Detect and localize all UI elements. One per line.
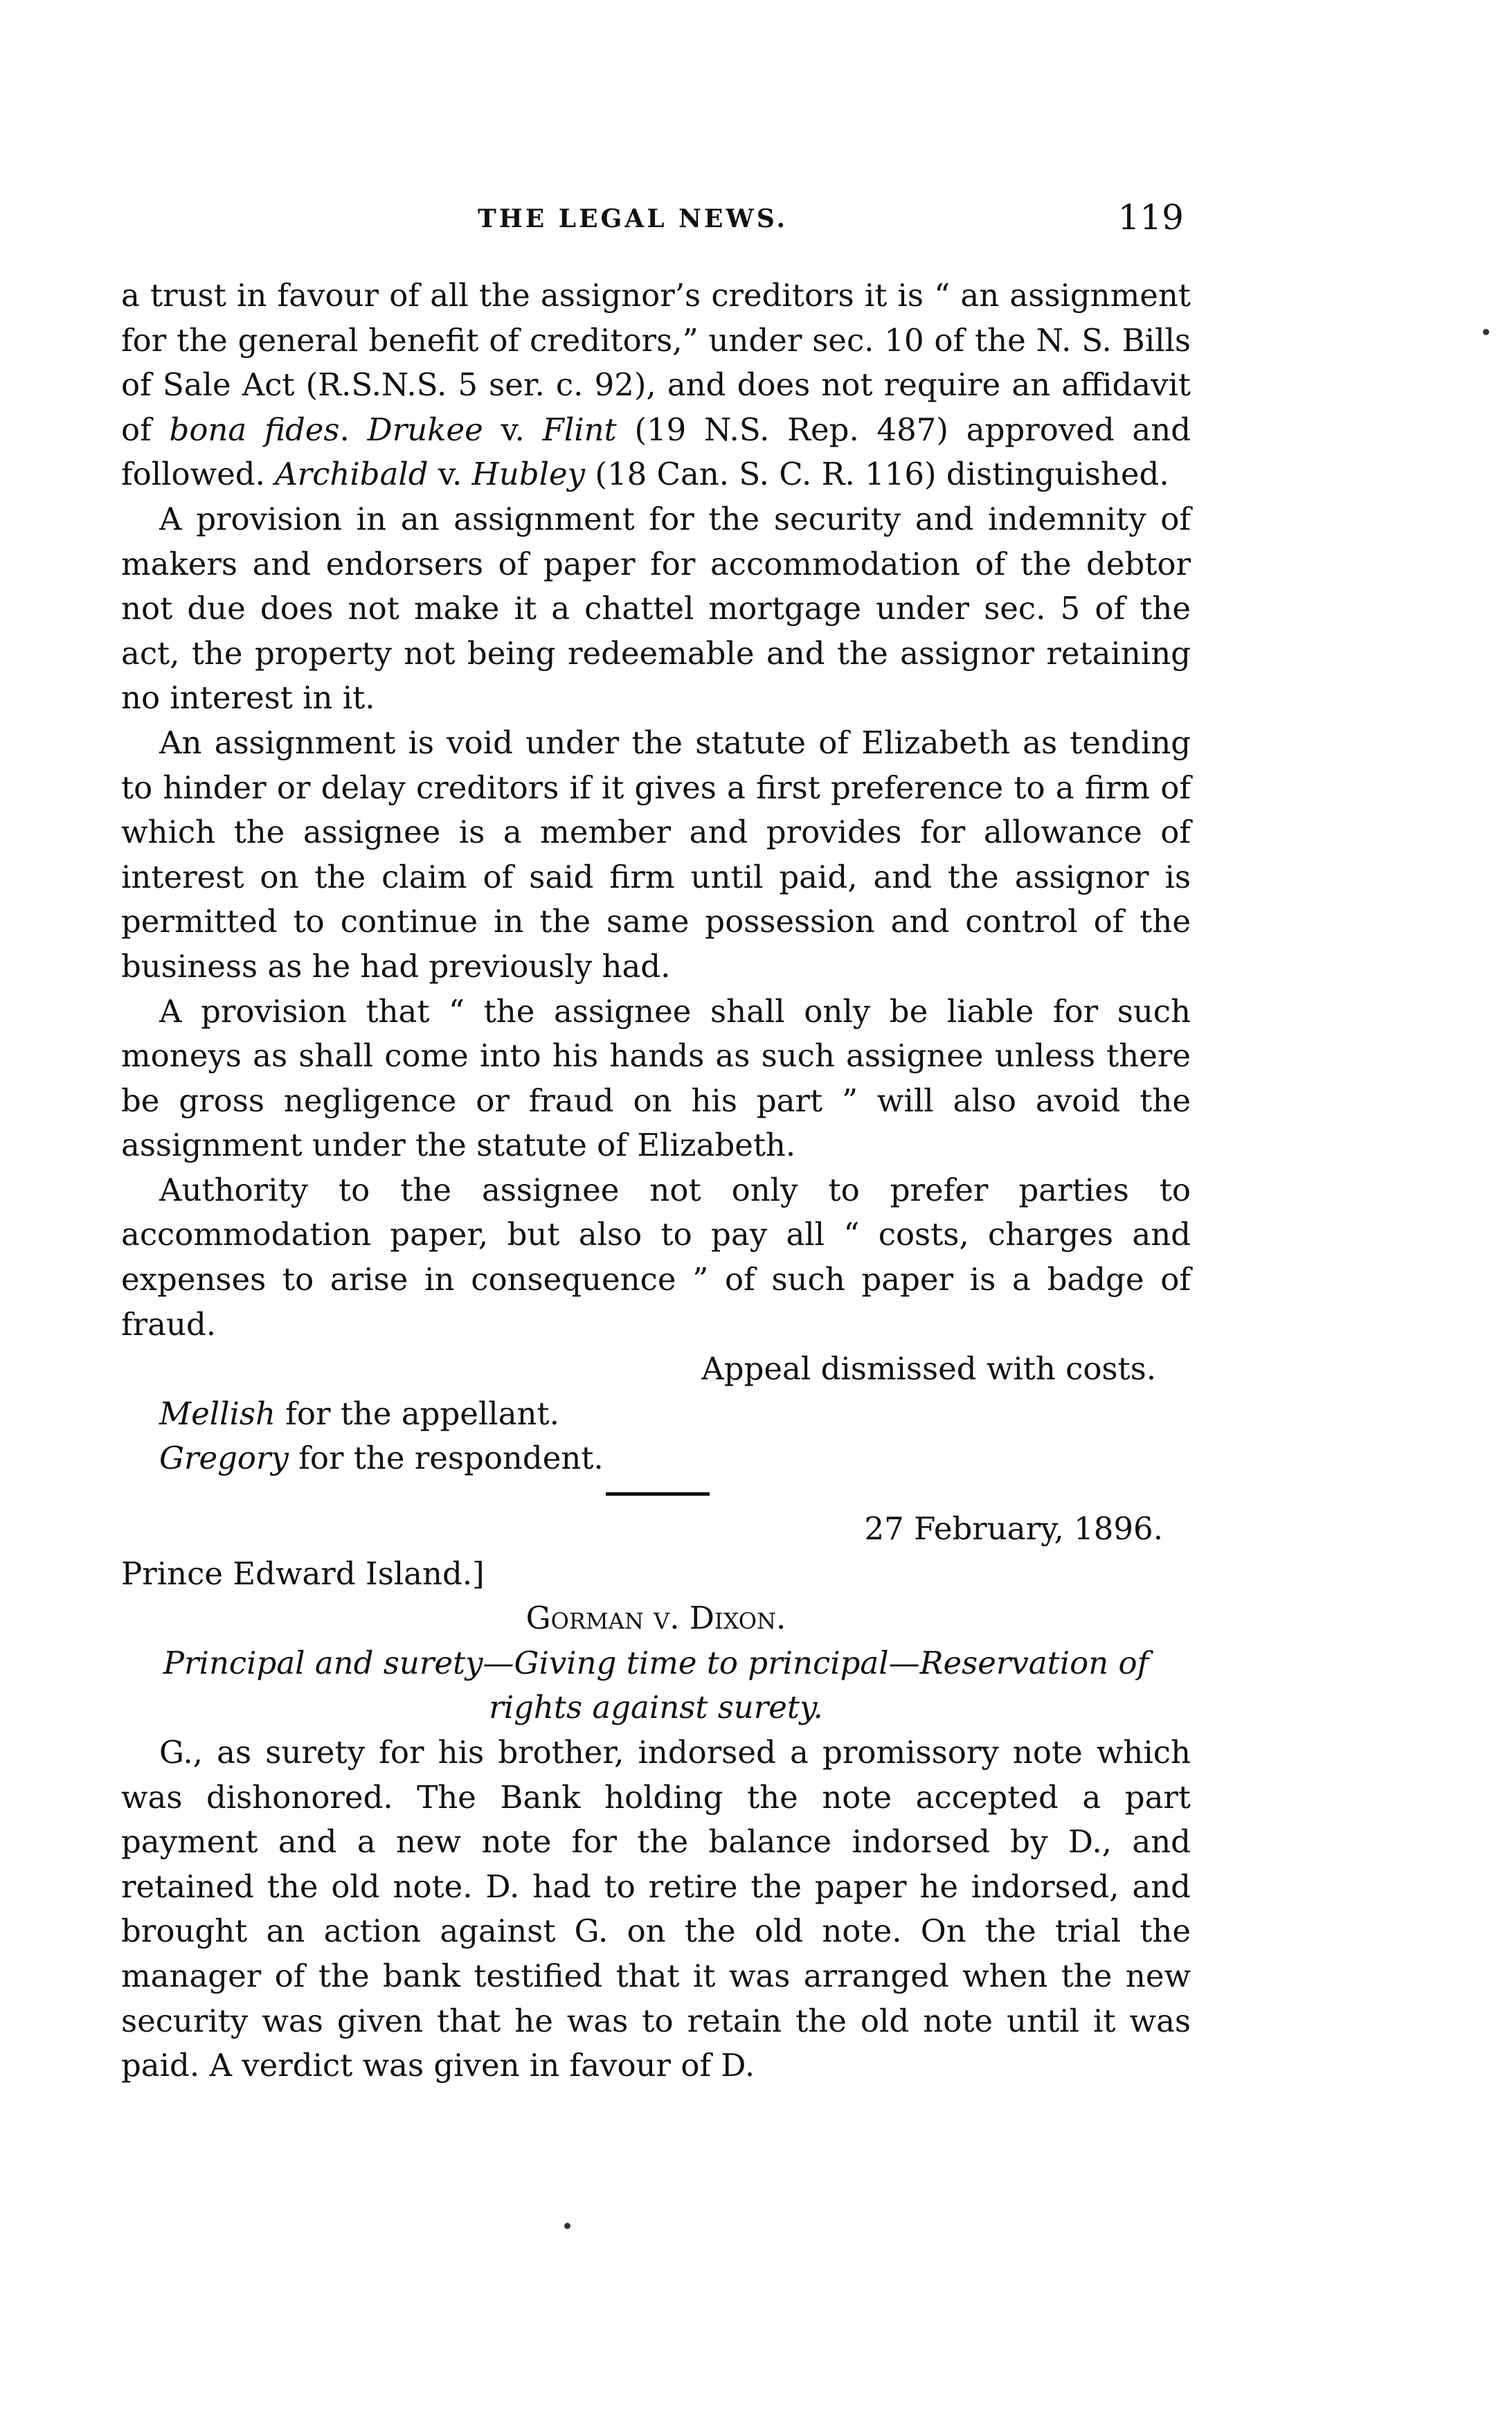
paragraph-3 bbox=[121, 721, 1191, 990]
court-name: Prince Edward Island.] bbox=[121, 1555, 485, 1592]
paragraph-5 bbox=[121, 1168, 1191, 1347]
counsel-appellant bbox=[121, 1392, 1191, 1437]
paragraph-2 bbox=[121, 497, 1191, 721]
headnote: Principal and surety—Giving time to principal—Reservation of rights against surety. bbox=[163, 1644, 1149, 1726]
text-run: A provision in an assignment for the security and indemnity of makers and endorsers of paper for accommodation of the debtor not due does not make it a chattel mortgage under sec. 5 of the act, the property not being redeemable and the assignor retaining no interest in it. bbox=[121, 500, 1191, 717]
text-run: for the appellant. bbox=[275, 1395, 559, 1432]
text-run: for the respondent. bbox=[288, 1440, 604, 1477]
paragraph-4 bbox=[121, 990, 1191, 1168]
italic-text: Hubley bbox=[471, 456, 586, 493]
scan-speck bbox=[1483, 329, 1489, 335]
page-header bbox=[121, 197, 1191, 239]
running-head: THE LEGAL NEWS. bbox=[478, 204, 789, 233]
text-run: a trust in favour of all the assignor’s creditors it is “ an assignment for the general benefit of creditors,” under sec. 10 of the N. S. Bills of Sale Act (R.S.N.S. 5 ser. c. 92), and does not require an affidavit of bbox=[121, 277, 1191, 448]
paragraph-1 bbox=[121, 274, 1191, 497]
disposition: Appeal dismissed with costs. bbox=[701, 1350, 1156, 1388]
body-text bbox=[121, 274, 1191, 2088]
text-run: (18 Can. S. C. R. 116) distinguished. bbox=[585, 456, 1169, 493]
paragraph-6 bbox=[121, 1730, 1191, 2088]
scan-speck bbox=[564, 2223, 570, 2229]
italic-text: Drukee bbox=[367, 411, 483, 448]
text-run: Authority to the assignee not only to prefer parties to accommodation paper, but also to pay all “ costs, charges and expenses to arise in consequence ” of such paper is a badge of fraud. bbox=[121, 1171, 1191, 1343]
text-run: v. bbox=[483, 411, 543, 448]
italic-text: Flint bbox=[542, 411, 617, 448]
page-number: 119 bbox=[1117, 197, 1184, 238]
text-run: An assignment is void under the statute of Elizabeth as tending to hinder or delay creditors if it gives a first preference to a firm of which the assignee is a member and provides for allowance of interest on the claim of said firm until paid, and the assignor is permitted to continue in the same possession and control of the business as he had previously had. bbox=[121, 724, 1191, 985]
text-run: (19 N.S. Rep. 487) approved and followed. bbox=[121, 411, 1191, 493]
text-run: A provision that “ the assignee shall only be liable for such moneys as shall come into his hands as such assignee unless there be gross negligence or fraud on his part ” will also avoid the assignment under the statute of Elizabeth. bbox=[121, 992, 1191, 1164]
italic-text: Mellish bbox=[159, 1395, 276, 1432]
decision-date: 27 February, 1896. bbox=[864, 1510, 1163, 1548]
section-divider bbox=[606, 1492, 710, 1496]
counsel-respondent bbox=[121, 1436, 1191, 1481]
text-run: . bbox=[339, 411, 368, 448]
text-run: v. bbox=[428, 456, 472, 493]
text-run: G., as surety for his brother, indorsed a promissory note which was dishonored. The Bank holding the note accepted a part payment and a new note for the balance indorsed by D., and retained the old note. D. had to retire the paper he indorsed, and brought an action against G. on the old note. On the trial the manager of the bank testified that it was arranged when the new security was given that he was to retain the old note until it was paid. A verdict was given in favour of D. bbox=[121, 1734, 1191, 2084]
italic-text: Gregory bbox=[159, 1440, 289, 1477]
case-title: Gorman v. Dixon. bbox=[525, 1600, 786, 1637]
italic-text: Archibald bbox=[275, 456, 429, 493]
italic-text: bona fides bbox=[169, 411, 340, 448]
